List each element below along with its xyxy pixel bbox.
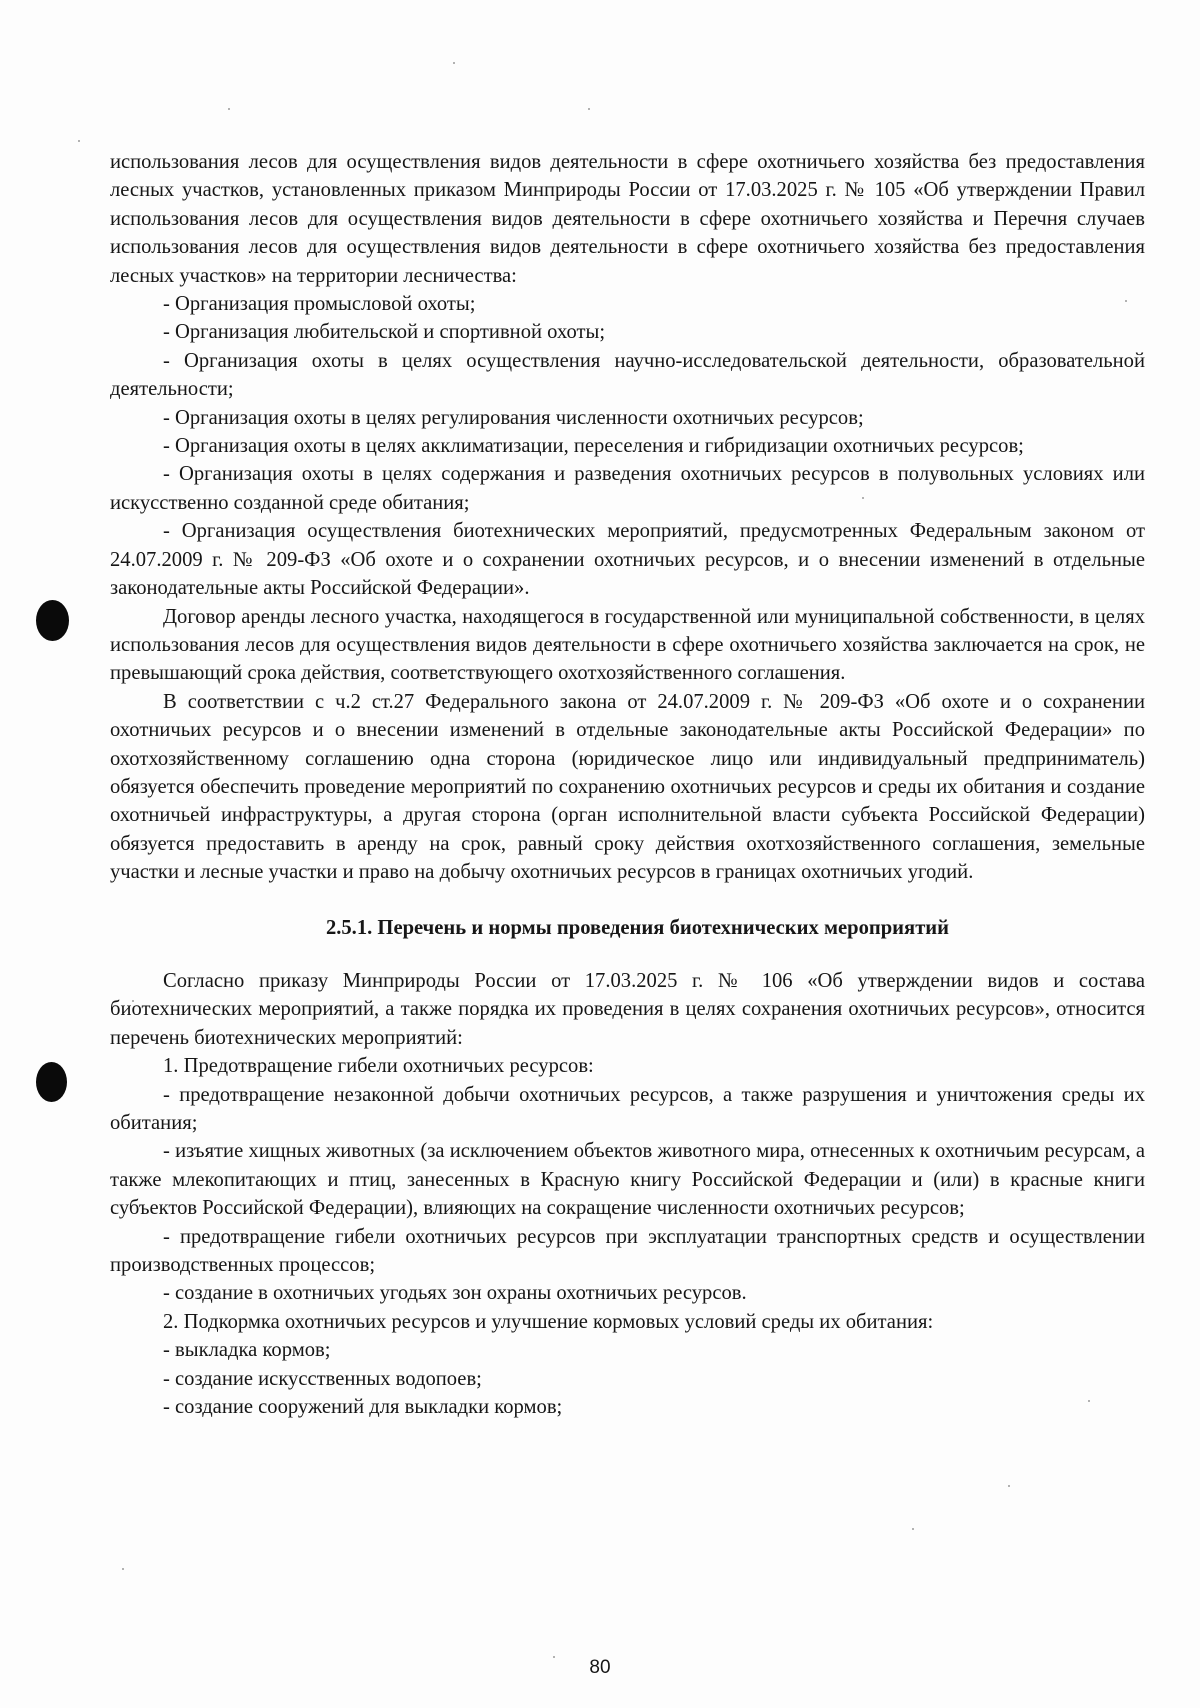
scan-speck xyxy=(588,108,590,110)
list-item: - изъятие хищных животных (за исключением объектов животного мира, отнесенных к охотничьим ресурсам, а также млекопитающих и птиц, занесенных в Красную книгу Российской Федерации и (или) в красные книги субъектов Российской Федерации), влияющих на сокращение численности охотничьих ресурсов; xyxy=(110,1140,1145,1220)
scan-speck xyxy=(912,1528,914,1530)
list-item: - Организация охоты в целях регулирования численности охотничьих ресурсов; xyxy=(163,406,864,429)
list-item: - Организация охоты в целях содержания и разведения охотничьих ресурсов в полувольных условиях или искусственно созданной среде обитания; xyxy=(110,463,1145,514)
list-item: 1. Предотвращение гибели охотничьих ресурсов: xyxy=(163,1055,594,1078)
scan-speck xyxy=(1008,1485,1010,1487)
paragraph: Согласно приказу Минприроды России от 17.03.2025 г. № 106 «Об утверждении видов и состава биотехнических мероприятий, а также порядка их проведения в целях сохранения охотничьих ресурсов», относится перечень биотехнических мероприятий: xyxy=(110,969,1145,1049)
scan-speck xyxy=(122,1568,124,1570)
list-item: - Организация промысловой охоты; xyxy=(163,293,476,316)
list-item: - предотвращение гибели охотничьих ресурсов при эксплуатации транспортных средств и осуществлении производственных процессов; xyxy=(110,1225,1145,1277)
list-item: - создание сооружений для выкладки кормов; xyxy=(163,1396,563,1419)
list-item: - создание искусственных водопоев; xyxy=(163,1367,482,1390)
list-item: - предотвращение незаконной добычи охотничьих ресурсов, а также разрушения и уничтожения среды их обитания; xyxy=(110,1083,1145,1134)
scan-speck xyxy=(228,108,230,110)
list-item: - Организация любительской и спортивной охоты; xyxy=(163,321,606,344)
binder-hole-mark xyxy=(36,600,69,641)
list-item: - Организация осуществления биотехнических мероприятий, предусмотренных Федеральным законом от 24.07.2009 г. № 209-ФЗ «Об охоте и о сохранении охотничьих ресурсов, и о внесении изменений в отдельные законодательные акты Российской Федерации». xyxy=(110,520,1145,600)
list-item: 2. Подкормка охотничьих ресурсов и улучшение кормовых условий среды их обитания: xyxy=(163,1310,934,1333)
page-number: 80 xyxy=(589,1657,611,1678)
document-body xyxy=(110,148,1145,1421)
section-heading: 2.5.1. Перечень и нормы проведения биотехнических мероприятий xyxy=(325,916,950,939)
paragraph: Договор аренды лесного участка, находящегося в государственной или муниципальной собственности, в целях использования лесов для осуществления видов деятельности в сфере охотничьего хозяйства заключается на срок, не превышающий срока действия, соответствующего охотхозяйственного соглашения. xyxy=(110,605,1145,685)
paragraph: использования лесов для осуществления видов деятельности в сфере охотничьего хозяйства без предоставления лесных участков, установленных приказом Минприроды России от 17.03.2025 г. № 105 «Об утверждении Правил использования лесов для осуществления видов деятельности в сфере охотничьего хозяйства и Перечня случаев использования лесов для осуществления видов деятельности в сфере охотничьего хозяйства без предоставления лесных участков» на территории лесничества: xyxy=(110,151,1145,287)
list-item: - Организация охоты в целях акклиматизации, переселения и гибридизации охотничьих ресурсов; xyxy=(163,435,1024,458)
list-item: - Организация охоты в целях осуществления научно-исследовательской деятельности, образовательной деятельности; xyxy=(110,349,1145,401)
list-item: - выкладка кормов; xyxy=(163,1339,331,1362)
list-item: - создание в охотничьих угодьях зон охраны охотничьих ресурсов. xyxy=(163,1282,747,1305)
binder-hole-mark xyxy=(36,1062,67,1102)
scan-speck xyxy=(453,62,455,64)
paragraph: В соответствии с ч.2 ст.27 Федерального закона от 24.07.2009 г. № 209-ФЗ «Об охоте и о сохранении охотничьих ресурсов и о внесении изменений в отдельные законодательные акты Российской Федерации» по охотхозяйственному соглашению одна сторона (юридическое лицо или индивидуальный предприниматель) обязуется обеспечить проведение мероприятий по сохранению охотничьих ресурсов и среды их обитания и создание охотничьей инфраструктуры, а другая сторона (орган исполнительной власти субъекта Российской Федерации) обязуется предоставить в аренду на срок, равный сроку действия охотхозяйственного соглашения, земельные участки и лесные участки и право на добычу охотничьих ресурсов в границах охотничьих угодий. xyxy=(110,690,1145,884)
scan-speck xyxy=(78,140,80,142)
